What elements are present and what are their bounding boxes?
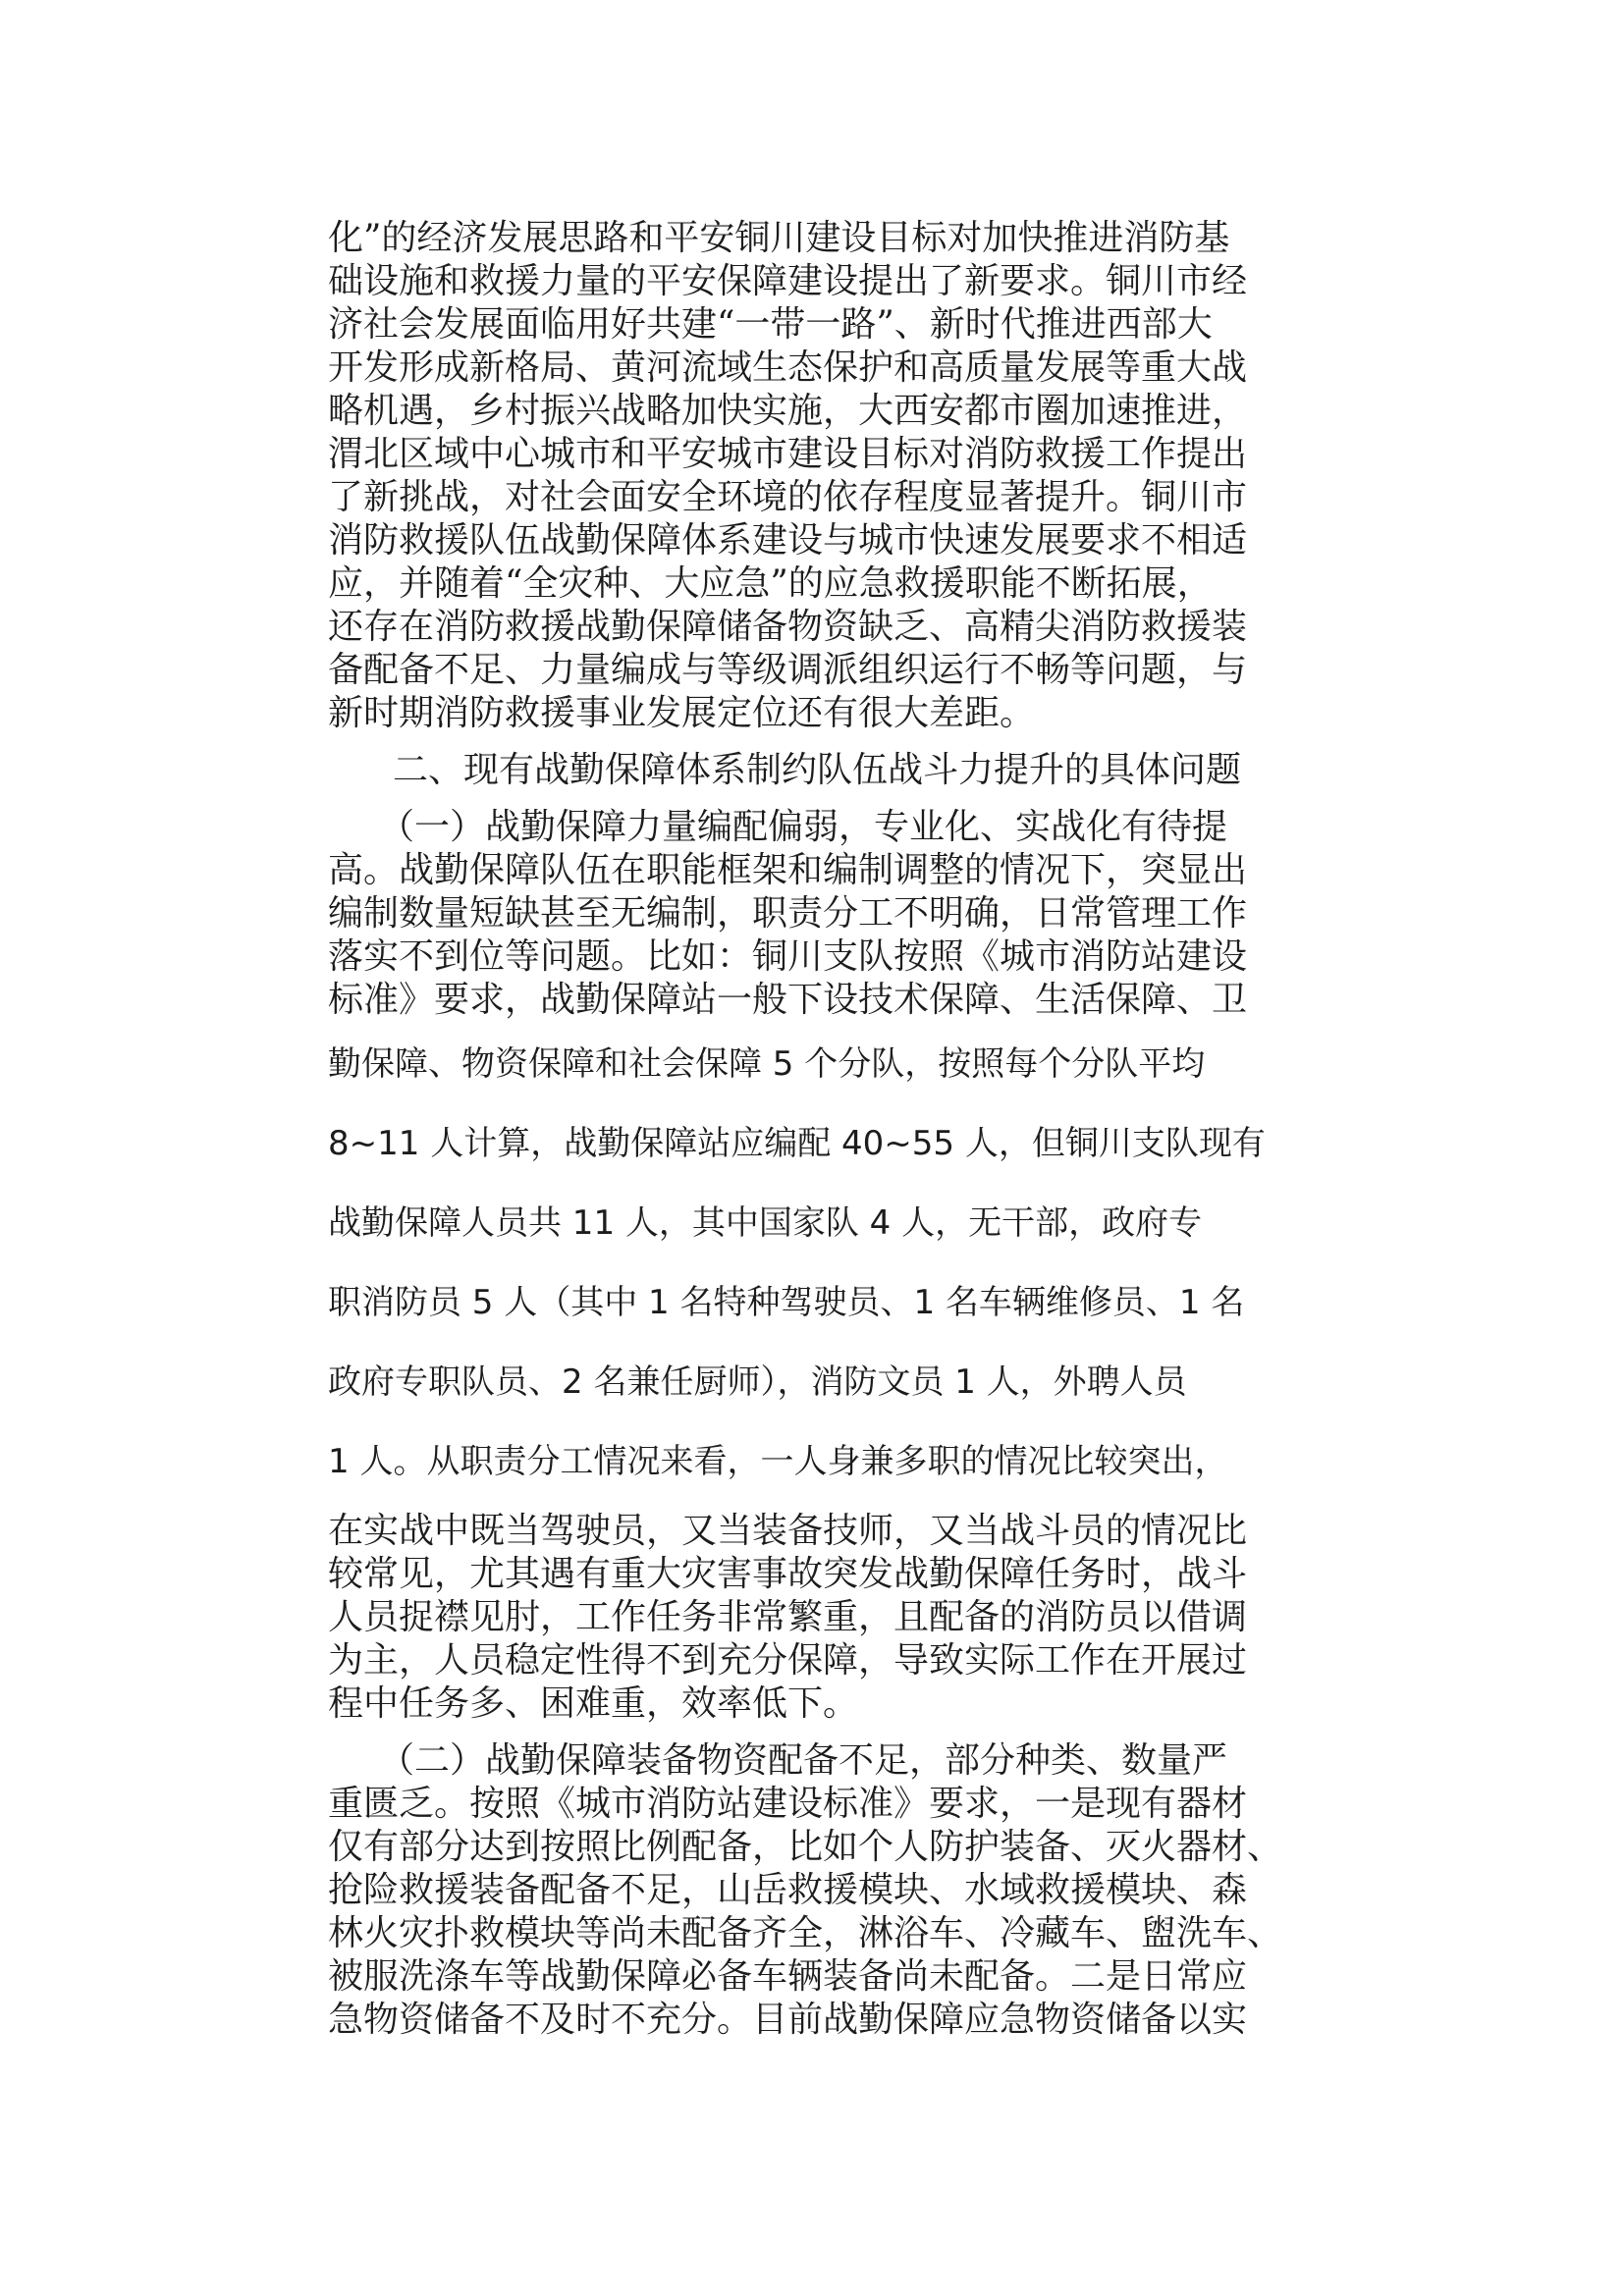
text-line: 仅有部分达到按照比例配备，比如个人防护装备、灭火器材、 bbox=[328, 1827, 1283, 1867]
text-line: 政府专职队员、2 名兼任厨师），消防文员 1 人，外聘人员 bbox=[328, 1362, 1187, 1402]
text-line: 了新挑战，对社会面安全环境的依存程度显著提升。铜川市 bbox=[328, 477, 1248, 517]
text-line: 渭北区域中心城市和平安城市建设目标对消防救援工作提出 bbox=[328, 434, 1248, 474]
section-heading: 二、现有战勤保障体系制约队伍战斗力提升的具体问题 bbox=[393, 750, 1242, 790]
text-line: 被服洗涤车等战勤保障必备车辆装备尚未配备。二是日常应 bbox=[328, 1956, 1248, 1997]
text-line: 8~11 人计算，战勤保障站应编配 40~55 人，但铜川支队现有 bbox=[328, 1124, 1266, 1163]
text-line: 职消防员 5 人（其中 1 名特种驾驶员、1 名车辆维修员、1 名 bbox=[328, 1283, 1245, 1322]
text-line: 标准》要求，战勤保障站一般下设技术保障、生活保障、卫 bbox=[328, 980, 1248, 1020]
text-line: 应，并随着“全灾种、大应急”的应急救援职能不断拓展， bbox=[328, 563, 1213, 604]
text-line: 础设施和救援力量的平安保障建设提出了新要求。铜川市经 bbox=[328, 261, 1248, 301]
text-line: 1 人。从职责分工情况来看，一人身兼多职的情况比较突出， bbox=[328, 1442, 1228, 1481]
text-line: 人员捉襟见肘，工作任务非常繁重，且配备的消防员以借调 bbox=[328, 1597, 1248, 1637]
text-line: 开发形成新格局、黄河流域生态保护和高质量发展等重大战 bbox=[328, 347, 1248, 388]
text-line: 战勤保障人员共 11 人，其中国家队 4 人，无干部，政府专 bbox=[328, 1203, 1203, 1243]
text-line: 为主，人员稳定性得不到充分保障，导致实际工作在开展过 bbox=[328, 1640, 1248, 1681]
text-line: 济社会发展面临用好共建“一带一路”、新时代推进西部大 bbox=[328, 304, 1213, 345]
text-line: 备配备不足、力量编成与等级调派组织运行不畅等问题，与 bbox=[328, 650, 1248, 690]
text-line: 程中任务多、困难重，效率低下。 bbox=[328, 1683, 859, 1724]
text-line: 化”的经济发展思路和平安铜川建设目标对加快推进消防基 bbox=[328, 218, 1230, 258]
text-line: 高。战勤保障队伍在职能框架和编制调整的情况下，突显出 bbox=[328, 850, 1248, 890]
subsection-heading-line: （一）战勤保障力量编配偏弱，专业化、实战化有待提 bbox=[379, 807, 1228, 847]
text-line: 较常见，尤其遇有重大灾害事故突发战勤保障任务时，战斗 bbox=[328, 1554, 1248, 1594]
text-line: 略机遇，乡村振兴战略加快实施，大西安都市圈加速推进， bbox=[328, 391, 1248, 431]
text-line: 在实战中既当驾驶员，又当装备技师，又当战斗员的情况比 bbox=[328, 1511, 1248, 1551]
text-line: 编制数量短缺甚至无编制，职责分工不明确，日常管理工作 bbox=[328, 893, 1248, 934]
text-line: 林火灾扑救模块等尚未配备齐全，淋浴车、冷藏车、盥洗车、 bbox=[328, 1913, 1283, 1953]
text-line: 新时期消防救援事业发展定位还有很大差距。 bbox=[328, 693, 1036, 733]
text-line: 抢险救援装备配备不足，山岳救援模块、水域救援模块、森 bbox=[328, 1870, 1248, 1910]
text-line: 还存在消防救援战勤保障储备物资缺乏、高精尖消防救援装 bbox=[328, 607, 1248, 647]
subsection-heading-line: （二）战勤保障装备物资配备不足，部分种类、数量严 bbox=[379, 1740, 1228, 1781]
text-line: 勤保障、物资保障和社会保障 5 个分队，按照每个分队平均 bbox=[328, 1044, 1206, 1084]
text-line: 落实不到位等问题。比如：铜川支队按照《城市消防站建设 bbox=[328, 936, 1248, 977]
text-line: 急物资储备不及时不充分。目前战勤保障应急物资储备以实 bbox=[328, 2000, 1248, 2040]
text-line: 消防救援队伍战勤保障体系建设与城市快速发展要求不相适 bbox=[328, 520, 1248, 561]
text-line: 重匮乏。按照《城市消防站建设标准》要求，一是现有器材 bbox=[328, 1784, 1248, 1824]
